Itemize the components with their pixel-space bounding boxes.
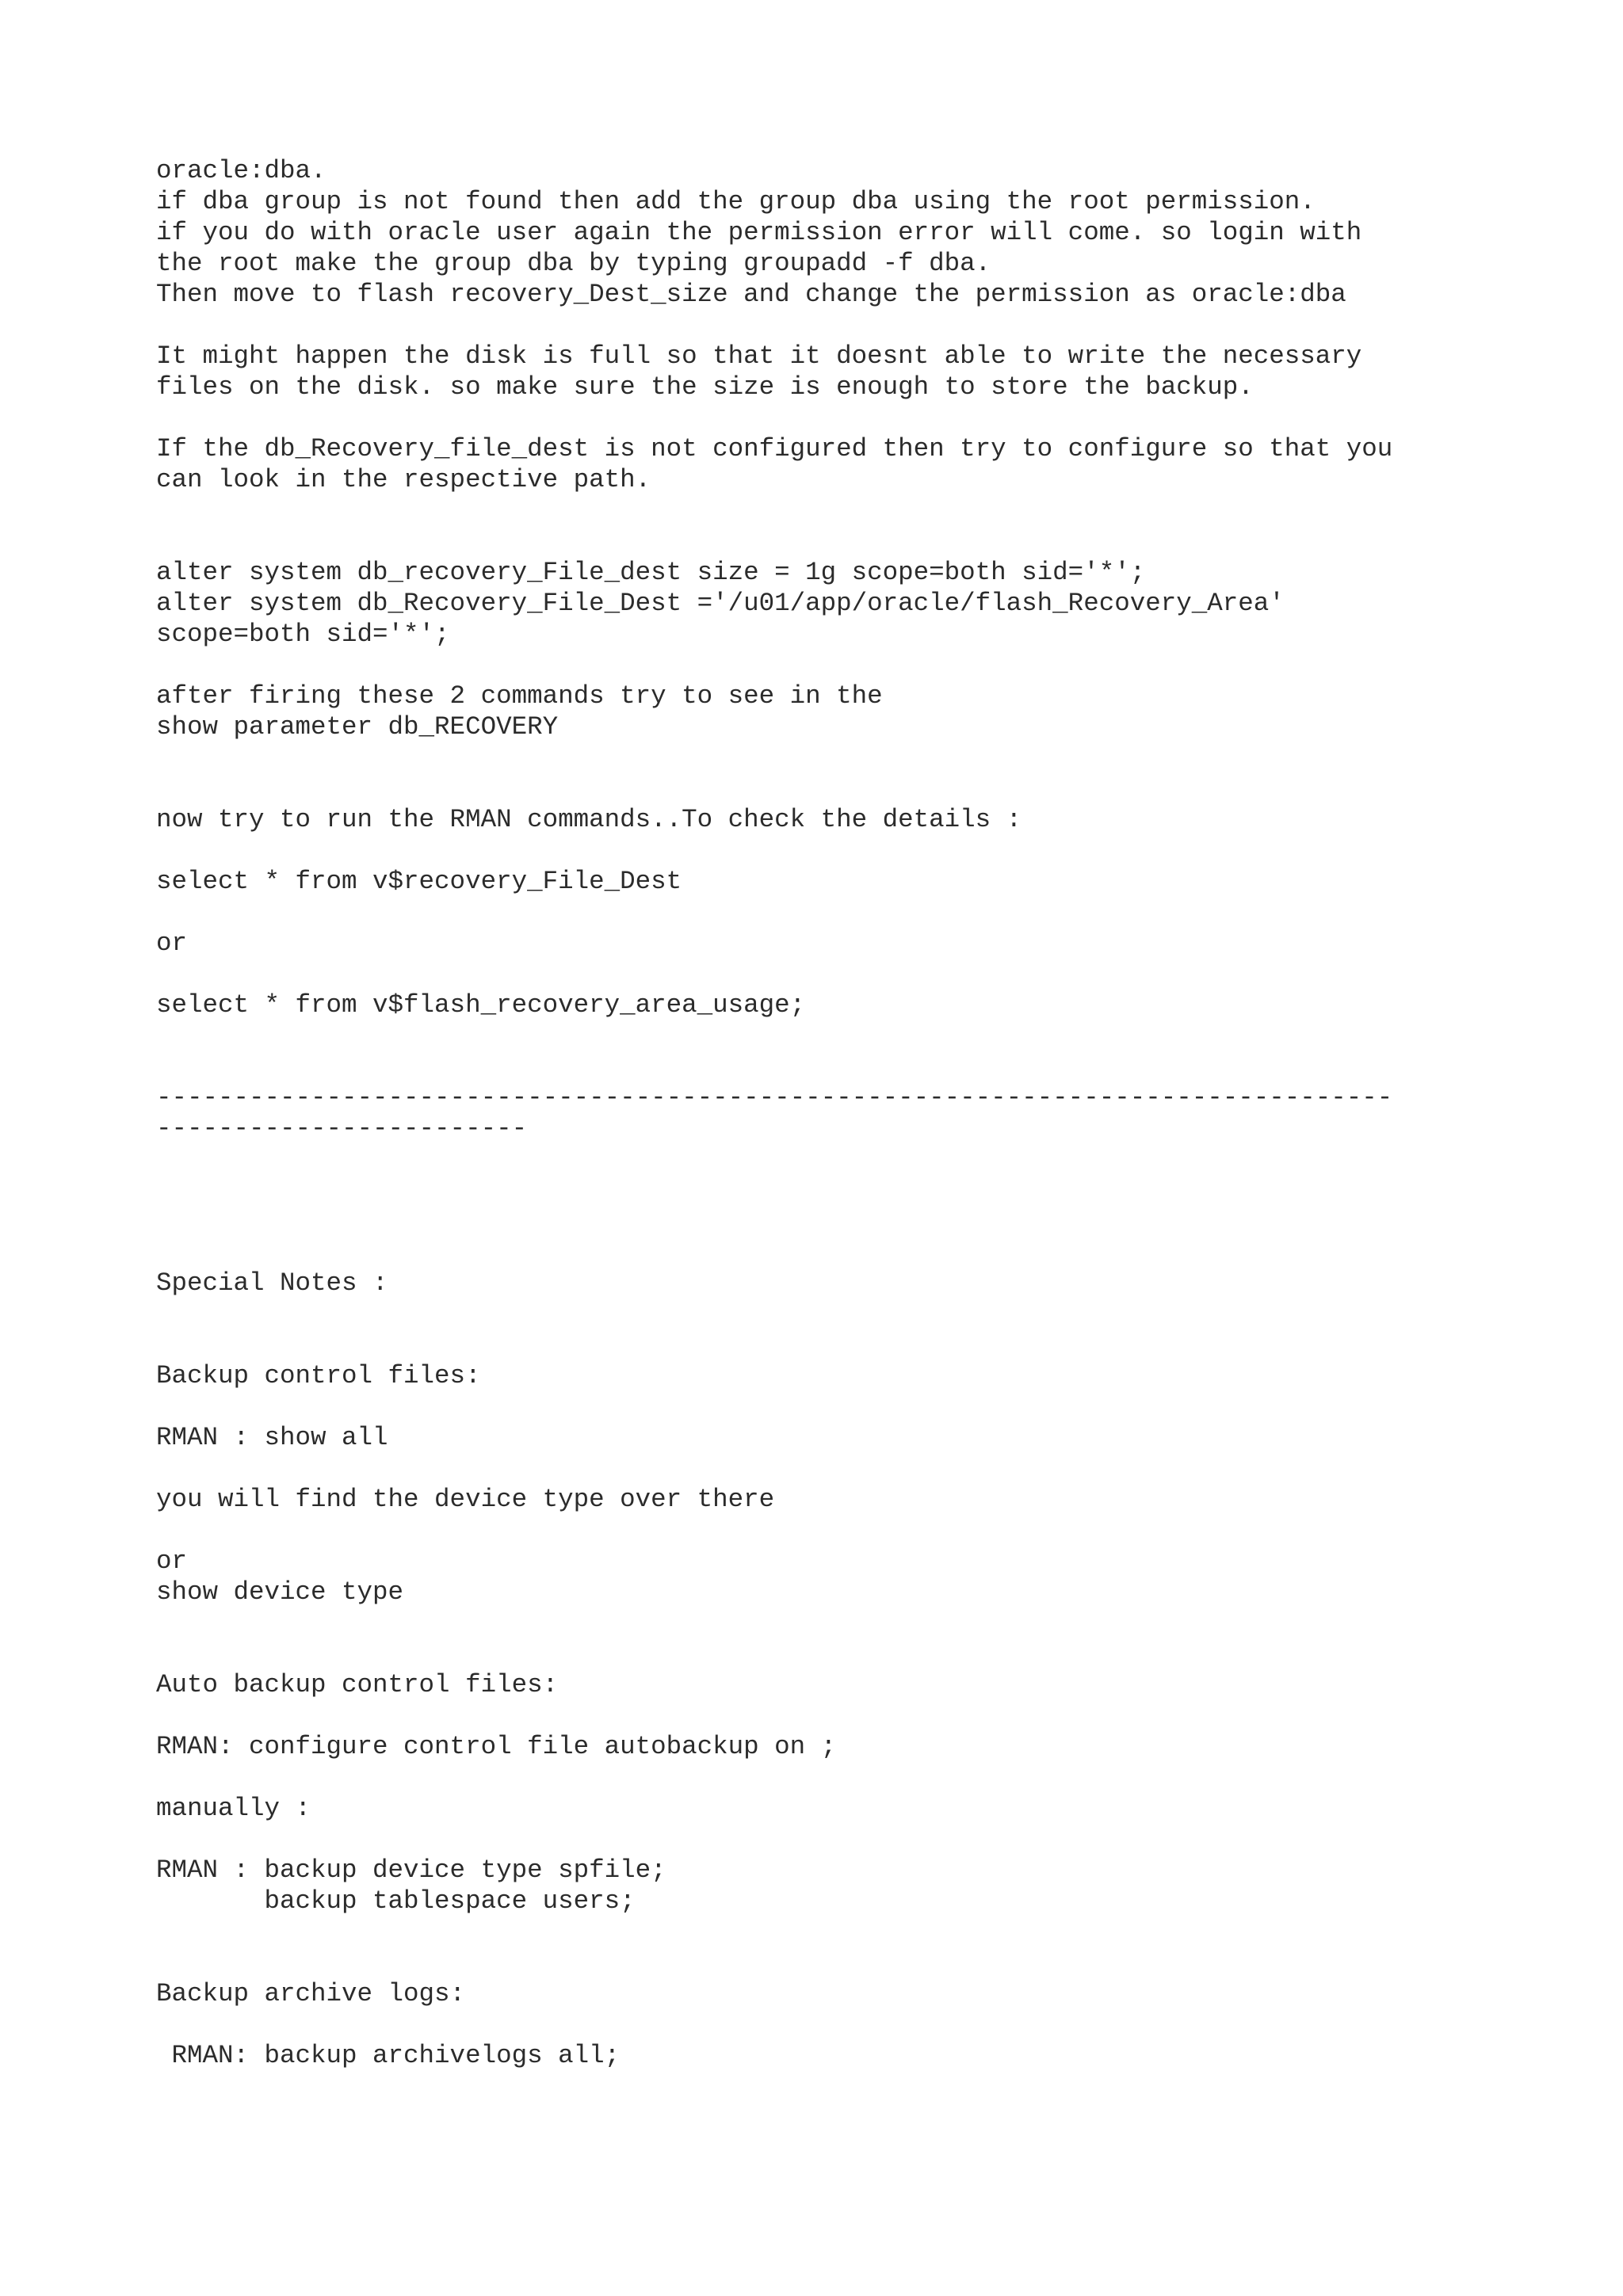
text-line: show device type	[156, 1577, 404, 1607]
text-line	[156, 1206, 1583, 1237]
text-line: backup tablespace users;	[156, 1886, 636, 1916]
text-line: or	[156, 1547, 188, 1576]
text-line	[156, 1824, 1583, 1855]
text-line: manually :	[156, 1794, 311, 1823]
text-line	[156, 773, 1583, 804]
text-line: RMAN: configure control file autobackup on ;	[156, 1732, 837, 1761]
text-line: can look in the respective path.	[156, 465, 651, 494]
text-line: the root make the group dba by typing groupadd -f dba.	[156, 249, 991, 278]
text-line: files on the disk. so make sure the size is enough to store the backup.	[156, 372, 1254, 402]
text-line: if dba group is not found then add the group dba using the root permission.	[156, 187, 1316, 216]
text-line	[156, 1175, 1583, 1206]
text-line	[156, 495, 1583, 526]
text-line: ------------------------	[156, 1114, 528, 1143]
text-line	[156, 742, 1583, 773]
text-line: now try to run the RMAN commands..To check the details :	[156, 805, 1022, 834]
text-line: It might happen the disk is full so that it doesnt able to write the necessary	[156, 341, 1362, 371]
text-line	[156, 2009, 1583, 2040]
text-line: or	[156, 929, 188, 958]
text-line	[156, 1762, 1583, 1793]
text-line	[156, 1299, 1583, 1329]
text-line: Backup control files:	[156, 1361, 481, 1390]
text-line: If the db_Recovery_file_dest is not configured then try to configure so that you	[156, 434, 1393, 463]
text-line: alter system db_recovery_File_dest size = 1g scope=both sid='*';	[156, 558, 1146, 587]
text-line	[156, 402, 1583, 433]
text-line	[156, 1515, 1583, 1546]
text-line	[156, 1144, 1583, 1175]
text-line	[156, 1329, 1583, 1360]
text-line	[156, 1947, 1583, 1978]
text-line: you will find the device type over there	[156, 1485, 775, 1514]
text-line	[156, 959, 1583, 990]
text-line: oracle:dba.	[156, 156, 327, 185]
text-line: select * from v$recovery_File_Dest	[156, 867, 682, 896]
text-line: if you do with oracle user again the permission error will come. so login with	[156, 218, 1362, 247]
text-line: Then move to flash recovery_Dest_size and change the permission as oracle:dba	[156, 280, 1346, 309]
text-line: show parameter db_RECOVERY	[156, 712, 559, 742]
text-line: alter system db_Recovery_File_Dest ='/u01/app/oracle/flash_Recovery_Area'	[156, 589, 1285, 618]
text-line	[156, 650, 1583, 681]
text-line	[156, 1638, 1583, 1669]
text-line	[156, 1237, 1583, 1268]
text-line: Special Notes :	[156, 1268, 388, 1298]
text-line	[156, 310, 1583, 341]
text-line	[156, 1917, 1583, 1947]
text-line	[156, 1391, 1583, 1422]
text-line	[156, 1020, 1583, 1051]
text-line: Backup archive logs:	[156, 1979, 466, 2008]
text-line	[156, 1608, 1583, 1638]
text-line	[156, 1700, 1583, 1731]
text-line: select * from v$flash_recovery_area_usage;	[156, 990, 806, 1020]
text-line	[156, 526, 1583, 557]
text-line: RMAN : backup device type spfile;	[156, 1855, 666, 1885]
text-line: after firing these 2 commands try to see in the	[156, 681, 883, 711]
text-line: RMAN: backup archivelogs all;	[156, 2041, 621, 2070]
text-line: scope=both sid='*';	[156, 620, 450, 649]
document-body	[156, 155, 1583, 2071]
text-line	[156, 835, 1583, 866]
text-line: --------------------------------------------------------------------------------	[156, 1083, 1393, 1112]
text-line: RMAN : show all	[156, 1423, 388, 1452]
text-line	[156, 897, 1583, 928]
text-line: Auto backup control files:	[156, 1670, 559, 1699]
text-line	[156, 1453, 1583, 1484]
text-line	[156, 1051, 1583, 1082]
